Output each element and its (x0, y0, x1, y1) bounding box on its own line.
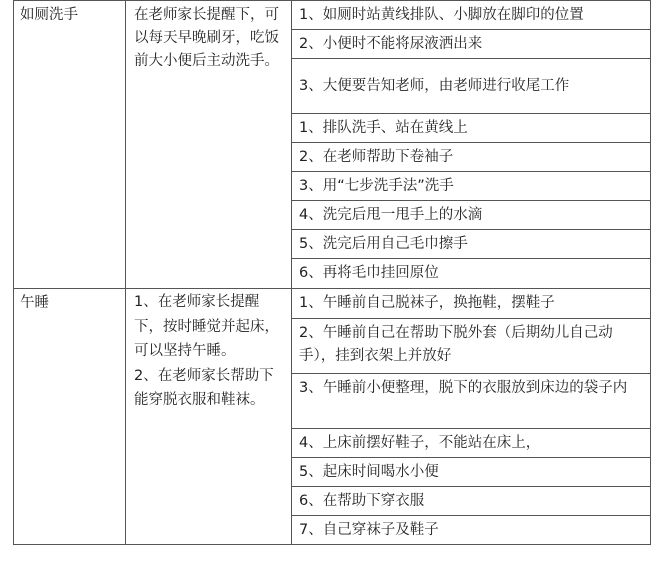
step-cell: 4、洗完后甩一甩手上的水滴 (292, 201, 651, 230)
step-cell: 5、起床时间喝水小便 (292, 458, 651, 487)
step-cell: 1、如厕时站黄线排队、小脚放在脚印的位置 (292, 1, 651, 30)
goal-cell (126, 289, 292, 545)
step-cell: 5、洗完后用自己毛巾擦手 (292, 230, 651, 259)
step-cell: 3、大便要告知老师，由老师进行收尾工作 (292, 59, 651, 114)
step-cell: 3、用“七步洗手法”洗手 (292, 172, 651, 201)
table-row (14, 289, 651, 319)
category-cell: 午睡 (14, 289, 126, 545)
goal-text: 2、在老师家长帮助下能穿脱衣服和鞋袜。 (134, 367, 274, 408)
step-cell: 6、在帮助下穿衣服 (292, 487, 651, 516)
goal-text: 1、在老师家长提醒下，按时睡觉并起床，可以坚持午睡。 (134, 294, 279, 359)
step-cell: 2、午睡前自己在帮助下脱外套（后期幼儿自己动手），挂到衣架上并放好 (292, 319, 651, 374)
step-cell: 1、午睡前自己脱袜子，换拖鞋，摆鞋子 (292, 289, 651, 319)
goal-cell (126, 1, 292, 289)
routine-table (13, 0, 651, 545)
goal-text: 在老师家长提醒下，可以每天早晚刷牙，吃饭前大小便后主动洗手。 (134, 7, 279, 69)
step-cell: 7、自己穿袜子及鞋子 (292, 516, 651, 545)
step-cell: 2、小便时不能将尿液洒出来 (292, 30, 651, 59)
category-cell: 如厕洗手 (14, 1, 126, 289)
step-cell: 1、排队洗手、站在黄线上 (292, 114, 651, 143)
step-cell: 6、再将毛巾挂回原位 (292, 259, 651, 289)
step-cell: 4、上床前摆好鞋子，不能站在床上， (292, 429, 651, 458)
table-row (14, 1, 651, 30)
step-cell: 2、在老师帮助下卷袖子 (292, 143, 651, 172)
step-cell: 3、午睡前小便整理，脱下的衣服放到床边的袋子内 (292, 374, 651, 429)
